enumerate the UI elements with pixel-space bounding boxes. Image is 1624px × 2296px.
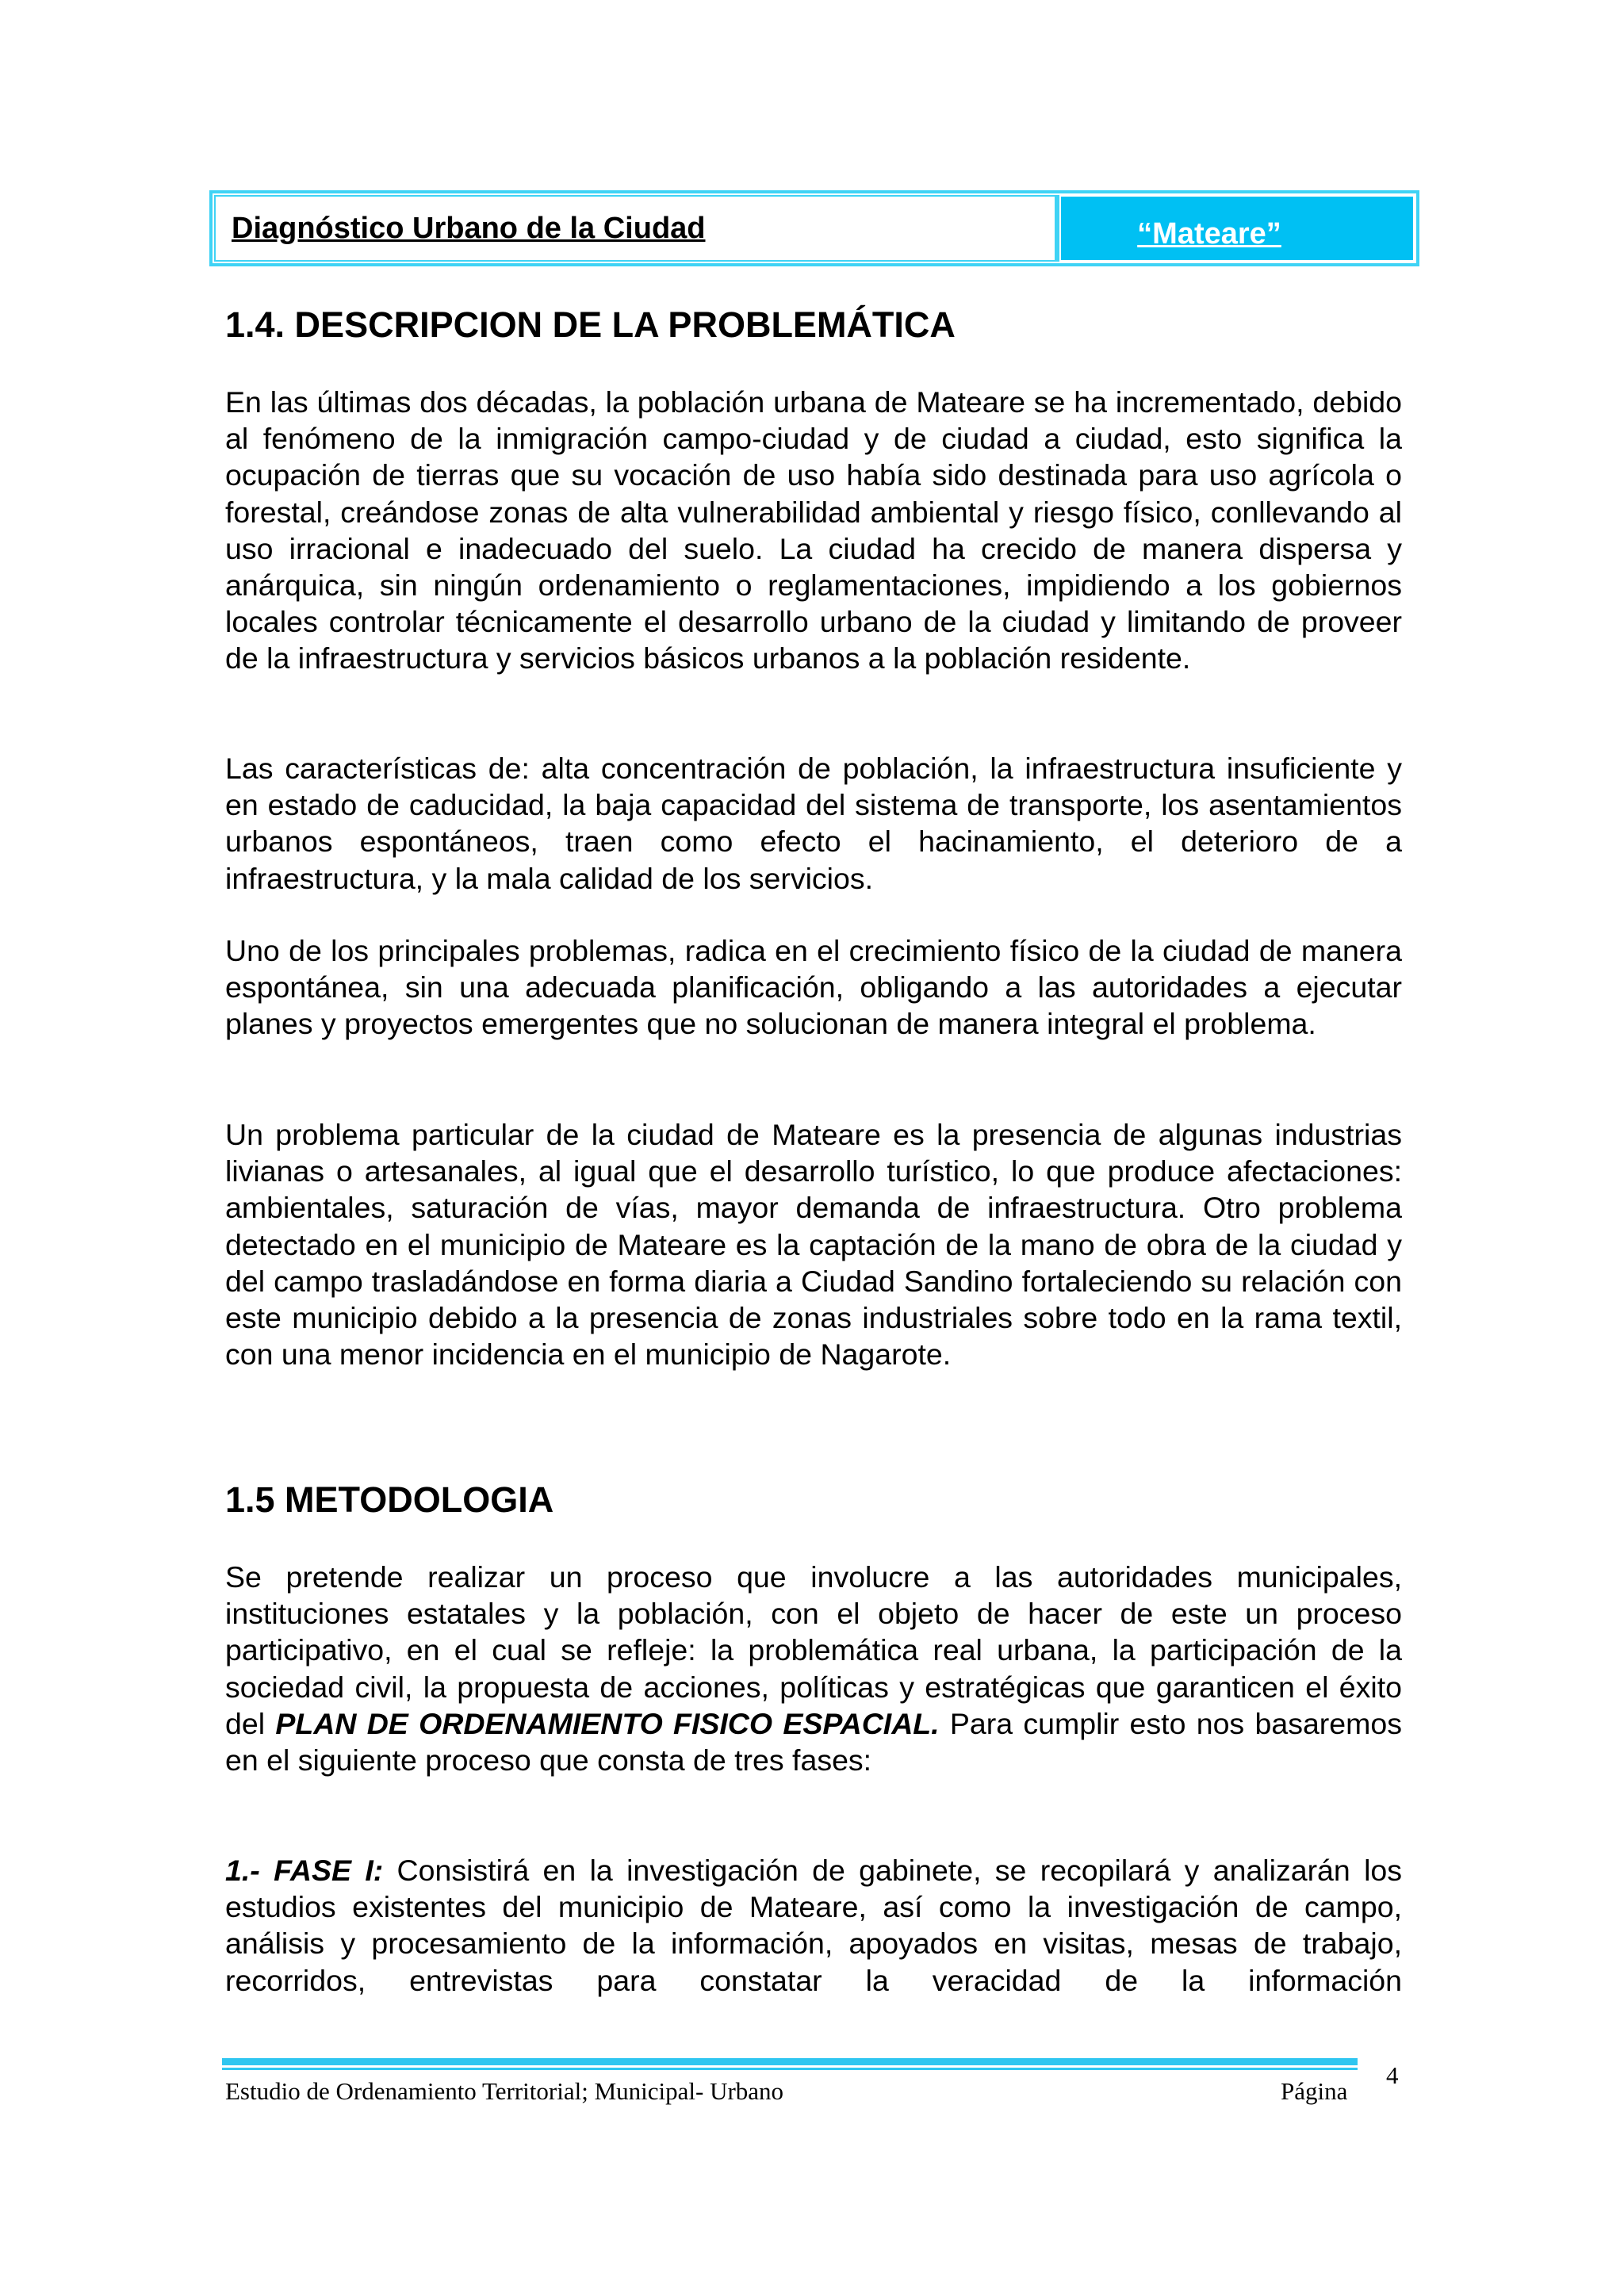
page-number: 4 [1386, 2061, 1399, 2089]
paragraph-methodology [225, 1559, 1402, 1778]
document-header [209, 190, 1419, 266]
footer-document-title: Estudio de Ordenamiento Territorial; Municipal- Urbano [225, 2077, 784, 2105]
header-city-name: “Mateare” [1137, 216, 1281, 251]
footer-page-label: Página [1281, 2077, 1348, 2105]
footer-rule-thick [222, 2058, 1358, 2065]
section-heading-1-4: 1.4. DESCRIPCION DE LA PROBLEMÁTICA [225, 304, 956, 345]
paragraph-phase-1 [225, 1852, 1402, 1999]
header-title-cell [216, 197, 1058, 260]
footer-rule-thin [222, 2068, 1358, 2070]
paragraph-2: Las características de: alta concentración de población, la infraestructura insuficiente y en estado de caducidad, la baja capacidad del sistema de transporte, los asentamientos urbanos espontáneos, traen como efecto el hacinamiento, el deterioro de a infraestructura, y la mala calidad de los servicios. [225, 752, 1402, 895]
header-city-cell [1061, 197, 1413, 260]
phase-1-text: Consistirá en la investigación de gabinete, se recopilará y analizarán los estudios existentes del municipio de Mateare, así como la investigación de campo, análisis y procesamiento de la información, apoyados en visitas, mesas de trabajo, recorridos, entrevistas para constatar la veracidad de la información [225, 1854, 1403, 1997]
phase-1-label: 1.- FASE I: [225, 1854, 384, 1887]
plan-name-emphasis: PLAN DE ORDENAMIENTO FISICO ESPACIAL. [275, 1706, 940, 1740]
methodology-text-before: Se pretende realizar un proceso que involucre a las autoridades municipales, instituciones estatales y la población, con el objeto de hacer de este un proceso participativo, en el cual se refleje: la problemática real urbana, la participación de la sociedad civil, la propuesta de acciones, políticas y estratégicas que garanticen el éxito del [225, 1560, 1402, 1740]
section-heading-1-5: 1.5 METODOLOGIA [225, 1479, 554, 1520]
paragraph-3: Uno de los principales problemas, radica en el crecimiento físico de la ciudad de manera espontánea, sin una adecuada planificación, obligando a las autoridades a ejecutar planes y proyectos emergentes que no solucionan de manera integral el problema. [225, 934, 1402, 1041]
methodology-text-after: Para cumplir esto nos basaremos en el siguiente proceso que consta de tres fases: [225, 1706, 1402, 1777]
header-title: Diagnóstico Urbano de la Ciudad [232, 211, 706, 245]
paragraph-1: En las últimas dos décadas, la población urbana de Mateare se ha incrementado, debido al fenómeno de la inmigración campo-ciudad y de ciudad a ciudad, esto significa la ocupación de tierras que su vocación de uso había sido destinada para uso agrícola o forestal, creándose zonas de alta vulnerabilidad ambiental y riesgo físico, conllevando al uso irracional e inadecuado del suelo. La ciudad ha crecido de manera dispersa y anárquica, sin ningún ordenamiento o reglamentaciones, impidiendo a los gobiernos locales controlar técnicamente el desarrollo urbano de la ciudad y limitando de proveer de la infraestructura y servicios básicos urbanos a la población residente. [225, 385, 1402, 675]
paragraph-4: Un problema particular de la ciudad de Mateare es la presencia de algunas industrias livianas o artesanales, al igual que el desarrollo turístico, lo que produce afectaciones: ambientales, saturación de vías, mayor demanda de infraestructura. Otro problema detectado en el municipio de Mateare es la captación de la mano de obra de la ciudad y del campo trasladándose en forma diaria a Ciudad Sandino fortaleciendo su relación con este municipio debido a la presencia de zonas industriales sobre todo en la rama textil, con una menor incidencia en el municipio de Nagarote. [225, 1118, 1402, 1372]
